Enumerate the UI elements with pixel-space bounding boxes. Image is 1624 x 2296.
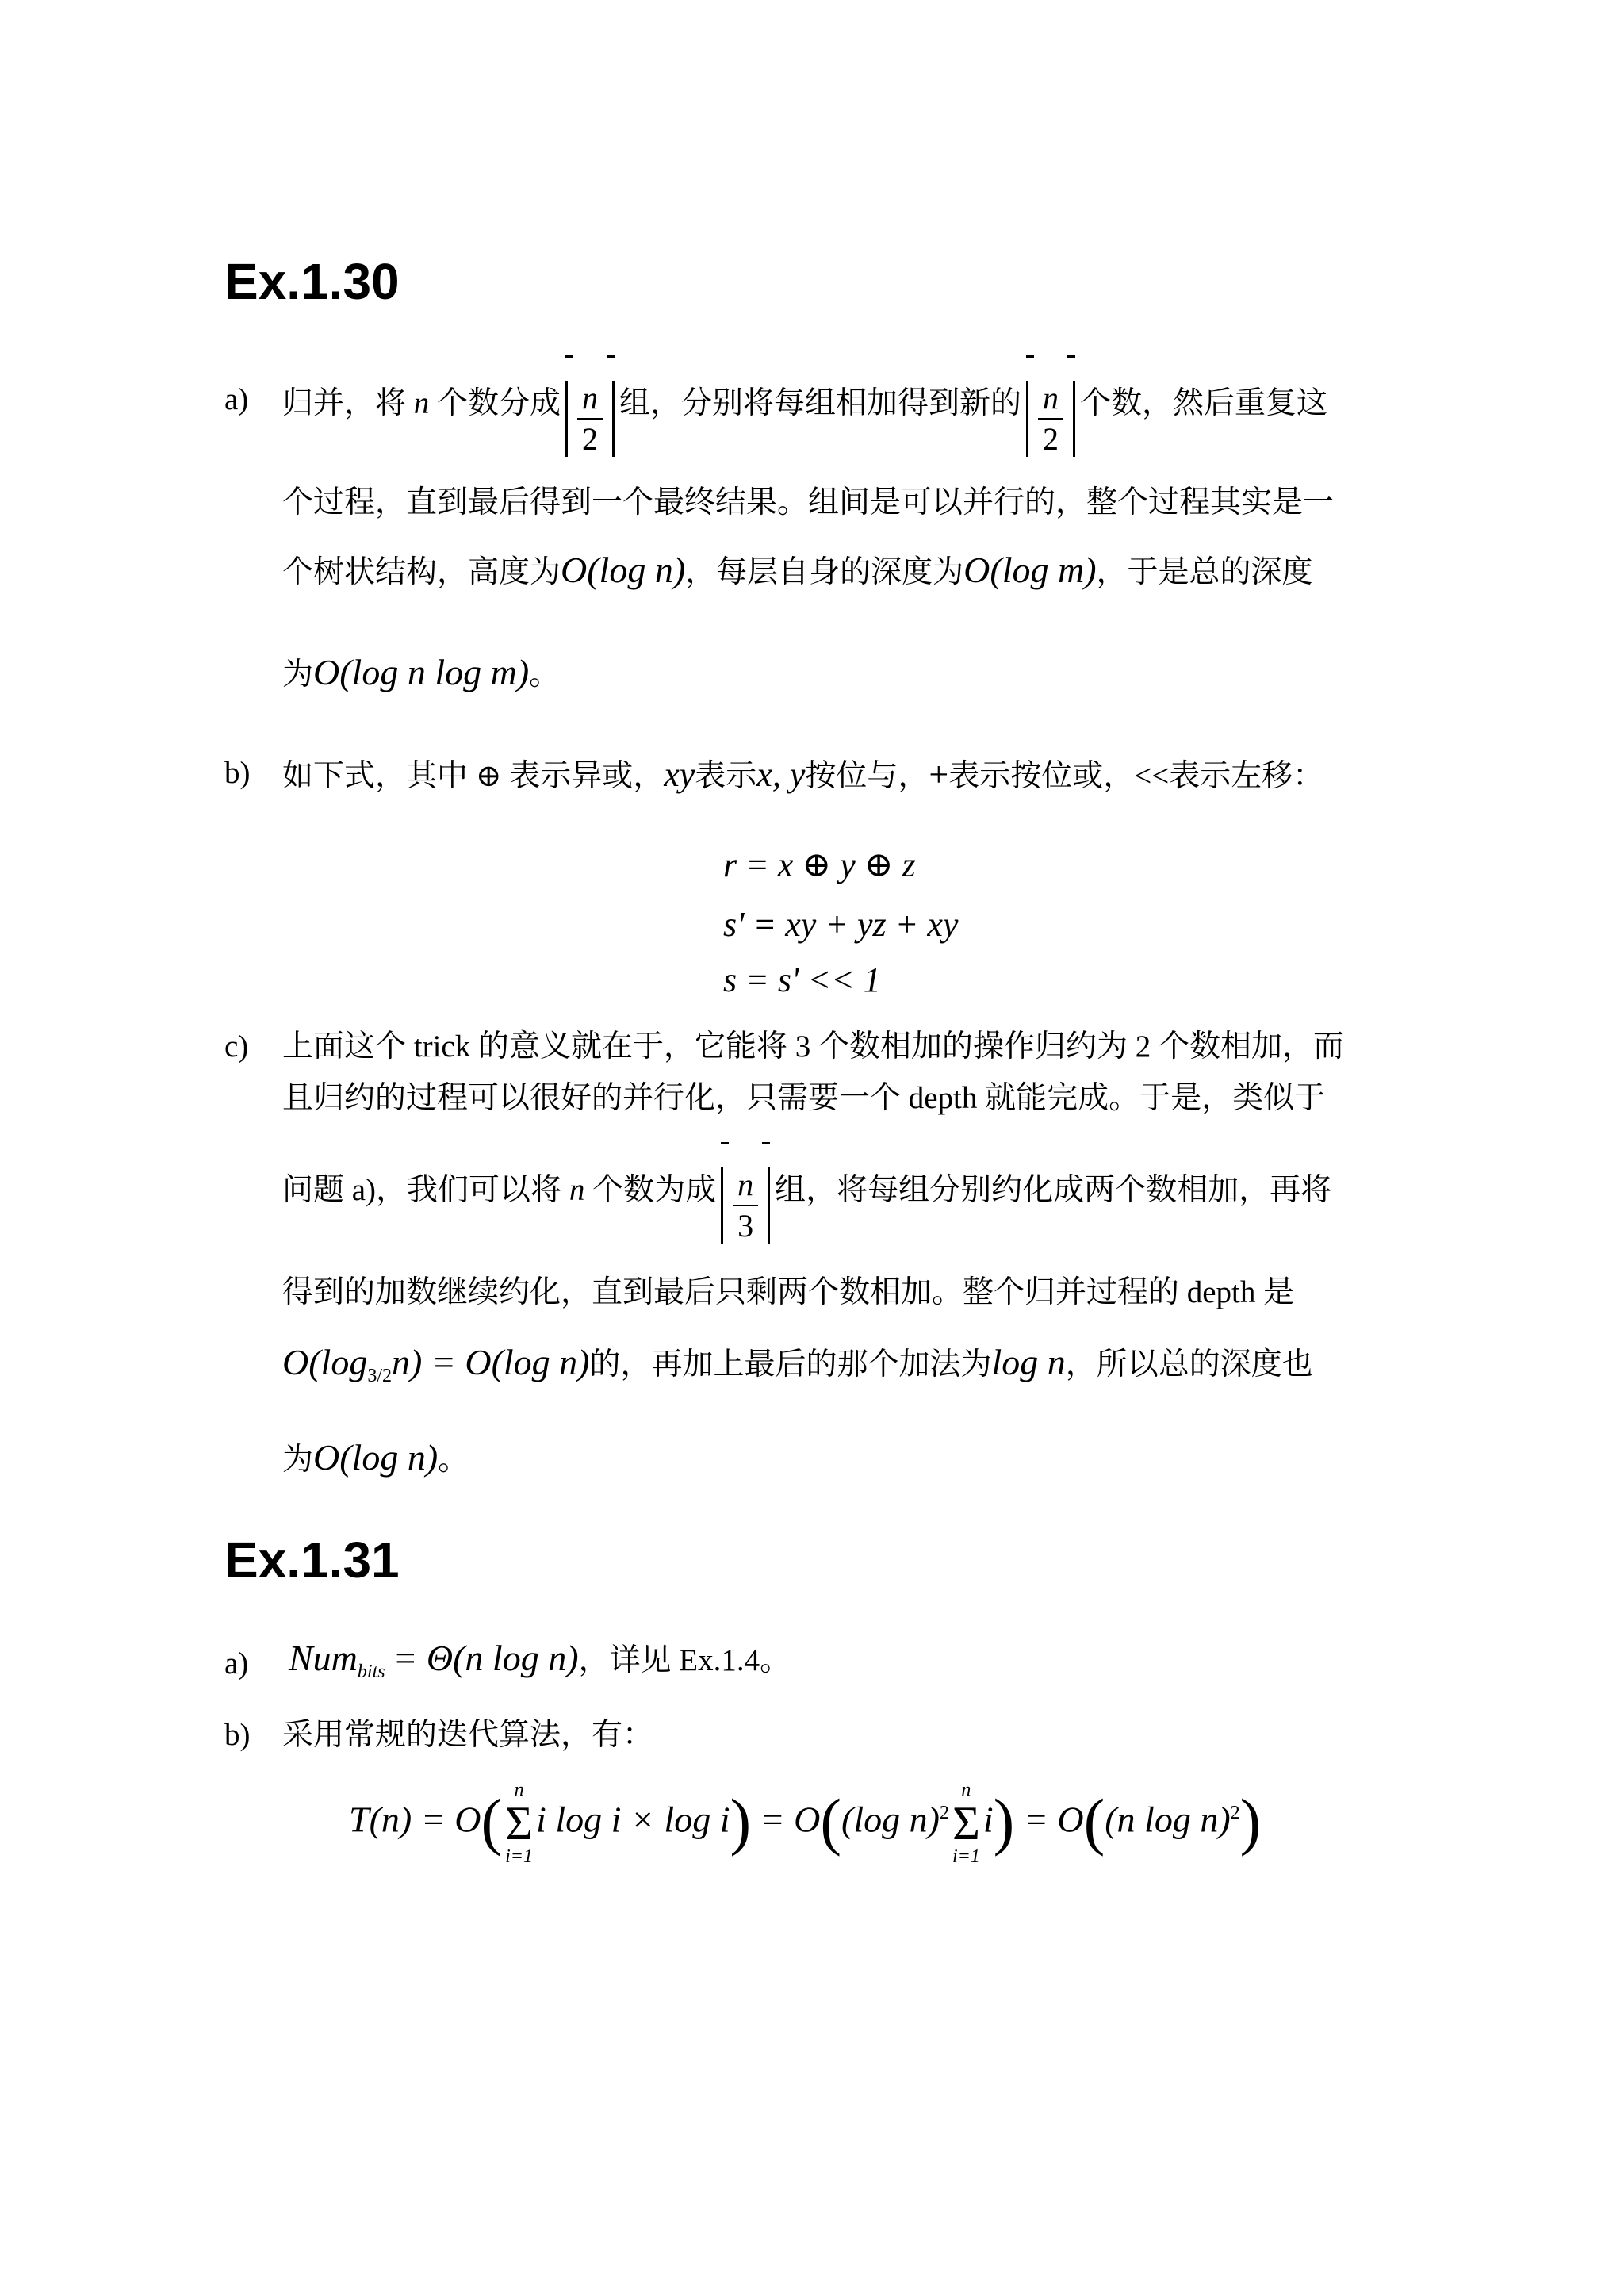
ceil-fraction bbox=[1026, 355, 1075, 457]
bits-subscript: bits bbox=[357, 1661, 385, 1682]
eq-rhs: = O bbox=[1023, 1799, 1084, 1840]
para-31b-line-1 bbox=[282, 1719, 653, 1750]
paren-close: ) bbox=[1239, 1787, 1262, 1857]
term-log-n: (log n) bbox=[841, 1799, 940, 1840]
text: 。 bbox=[438, 1443, 469, 1477]
item-label-b: b) bbox=[224, 756, 251, 790]
exponent: 2 bbox=[939, 1803, 949, 1824]
para-a-line-4 bbox=[282, 654, 560, 691]
equation-s-prime: s' = xy + yz + xy bbox=[723, 905, 959, 944]
term-n-log-n: (n log n) bbox=[1105, 1799, 1231, 1840]
var-n: n bbox=[569, 1172, 585, 1207]
item-label-a: a) bbox=[224, 1646, 249, 1681]
math-xy: xy bbox=[664, 755, 695, 794]
text: 表示异或， bbox=[509, 759, 665, 793]
math-o-log-n: O(log n) bbox=[561, 550, 686, 590]
ceil-fraction bbox=[565, 355, 615, 457]
section-heading-ex-1-30: Ex.1.30 bbox=[224, 253, 400, 310]
equation-r: r = x ⊕ y ⊕ z bbox=[723, 845, 916, 884]
log-base-subscript: 3/2 bbox=[367, 1365, 392, 1386]
text: 个数分成 bbox=[437, 385, 561, 420]
text: 上面这个 trick 的意义就在于，它能将 3 个数相加的操作归约为 2 个数相加，而 bbox=[282, 1029, 1344, 1064]
text: 表示按位或，<<表示左移： bbox=[948, 759, 1324, 793]
text: 组，分别将每组相加得到新的 bbox=[619, 385, 1022, 420]
math-o-log-n-equality: n) = O(log n) bbox=[392, 1342, 590, 1382]
fraction-denominator: 2 bbox=[582, 421, 599, 457]
sum-body-1: i log i × log i bbox=[536, 1799, 730, 1840]
text: 个数，然后重复这 bbox=[1080, 385, 1328, 420]
paren-open: ( bbox=[820, 1787, 842, 1857]
eq-mid: = O bbox=[760, 1799, 821, 1840]
fraction-denominator: 3 bbox=[737, 1208, 754, 1244]
text: 为 bbox=[282, 657, 314, 692]
plus-symbol: + bbox=[929, 755, 949, 794]
para-a-line-2 bbox=[282, 487, 1334, 518]
para-31a-line-1 bbox=[289, 1640, 791, 1681]
text: 问题 a)，我们可以将 bbox=[282, 1172, 562, 1207]
para-a-line-1 bbox=[282, 355, 1327, 457]
para-c-line-1 bbox=[282, 1031, 1344, 1062]
text: 个数为成 bbox=[592, 1172, 717, 1207]
paren-open: ( bbox=[481, 1787, 503, 1857]
text: 得到的加数继续约化，直到最后只剩两个数相加。整个归并过程的 depth 是 bbox=[282, 1275, 1295, 1309]
para-c-line-6 bbox=[282, 1439, 469, 1476]
para-c-line-5 bbox=[282, 1344, 1313, 1386]
para-a-line-3 bbox=[282, 552, 1313, 588]
para-c-line-3 bbox=[282, 1142, 1331, 1244]
text: ，于是总的深度 bbox=[1096, 555, 1313, 589]
math-num: Num bbox=[289, 1638, 358, 1678]
text: 如下式，其中 bbox=[282, 759, 469, 793]
math-o-log-m: O(log m) bbox=[963, 550, 1097, 590]
text: 。 bbox=[529, 657, 561, 692]
item-label-c: c) bbox=[224, 1029, 249, 1064]
text: ，所以总的深度也 bbox=[1065, 1347, 1313, 1382]
math-o-log-n-log-m: O(log n log m) bbox=[313, 652, 530, 692]
fraction-denominator: 2 bbox=[1043, 421, 1059, 457]
text: 采用常规的迭代算法，有： bbox=[282, 1718, 654, 1752]
math-x-y: x, y bbox=[756, 755, 806, 794]
math-o-log: O(log bbox=[282, 1342, 368, 1382]
fraction-numerator: n bbox=[582, 380, 599, 416]
para-c-line-2 bbox=[282, 1083, 1325, 1114]
ceil-fraction bbox=[721, 1142, 770, 1244]
equation-t-n bbox=[349, 1780, 1261, 1866]
text: 按位与， bbox=[805, 759, 929, 793]
item-label-b: b) bbox=[224, 1718, 251, 1752]
equation-s: s = s' << 1 bbox=[723, 960, 881, 999]
sum-symbol-2: n Σ i=1 bbox=[952, 1780, 980, 1867]
para-c-line-4 bbox=[282, 1277, 1294, 1308]
var-n: n bbox=[413, 385, 430, 420]
text: 表示 bbox=[695, 759, 757, 793]
text: 且归约的过程可以很好的并行化，只需要一个 depth 就能完成。于是，类似于 bbox=[282, 1081, 1326, 1115]
sum-upper: n bbox=[514, 1780, 524, 1800]
text: ，每层自身的深度为 bbox=[685, 555, 964, 589]
section-heading-ex-1-31: Ex.1.31 bbox=[224, 1531, 400, 1589]
sum-lower: i=1 bbox=[952, 1846, 980, 1867]
fraction-numerator: n bbox=[737, 1167, 754, 1202]
text: ，详见 Ex.1.4。 bbox=[578, 1643, 791, 1677]
paren-open: ( bbox=[1083, 1787, 1105, 1857]
oplus-symbol: ⊕ bbox=[475, 759, 502, 793]
sum-lower: i=1 bbox=[505, 1846, 534, 1867]
text: 为 bbox=[282, 1443, 314, 1477]
text: 归并，将 bbox=[282, 385, 407, 420]
math-log-n: log n bbox=[991, 1342, 1066, 1382]
para-b-line-1 bbox=[282, 757, 1323, 792]
exponent: 2 bbox=[1230, 1803, 1240, 1824]
fraction-numerator: n bbox=[1043, 380, 1059, 416]
paren-close: ) bbox=[730, 1787, 752, 1857]
sum-upper: n bbox=[961, 1780, 971, 1800]
sum-symbol-1: n Σ i=1 bbox=[505, 1780, 534, 1867]
eq-lhs: T(n) = O bbox=[349, 1799, 481, 1840]
text: 的，再加上最后的那个加法为 bbox=[589, 1347, 992, 1382]
text: 个过程，直到最后得到一个最终结果。组间是可以并行的，整个过程其实是一 bbox=[282, 485, 1335, 519]
paren-close: ) bbox=[993, 1787, 1015, 1857]
sum-body-2: i bbox=[982, 1799, 994, 1840]
math-o-log-n: O(log n) bbox=[313, 1437, 439, 1478]
item-label-a: a) bbox=[224, 382, 249, 416]
text: 组，将每组分别约化成两个数相加，再将 bbox=[775, 1172, 1332, 1207]
math-theta-n-log-n: = Θ(n log n) bbox=[393, 1638, 579, 1678]
text: 个树状结构，高度为 bbox=[282, 555, 561, 589]
